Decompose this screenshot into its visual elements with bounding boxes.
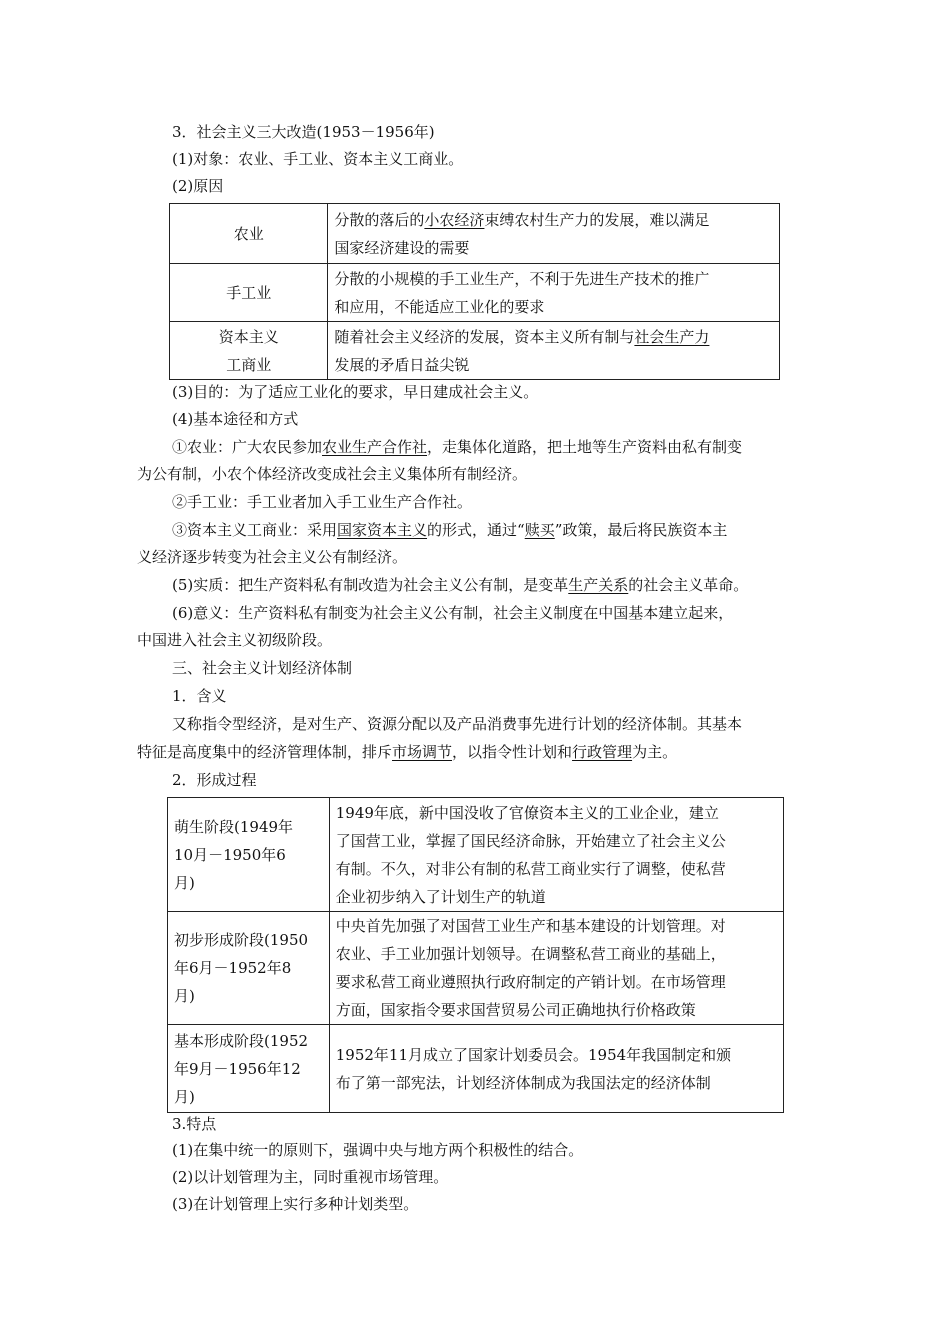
- reasons-table: [169, 203, 780, 380]
- table-row: [170, 204, 780, 264]
- formation-process-table: [167, 797, 784, 1113]
- feature-2: (2)以计划管理为主，同时重视市场管理。: [172, 1168, 449, 1186]
- term-administrative-management: 行政管理: [572, 743, 633, 761]
- term-market-regulation: 市场调节: [392, 743, 453, 761]
- features-heading: 3.特点: [172, 1115, 217, 1133]
- term-state-capitalism: 国家资本主义: [337, 521, 428, 539]
- term-small-peasant-economy: 小农经济: [424, 210, 485, 229]
- purpose: (3)目的：为了适应工业化的要求，早日建成社会主义。: [172, 383, 539, 401]
- reason-label-agriculture: 农业: [170, 204, 328, 264]
- feature-1: (1)在集中统一的原则下，强调中央与地方两个积极性的结合。: [172, 1141, 584, 1159]
- way-handicraft: ②手工业：手工业者加入手工业生产合作社。: [172, 493, 473, 511]
- table-row: [168, 798, 784, 912]
- way-agriculture-line2: 为公有制，小农个体经济改变成社会主义集体所有制经济。: [137, 465, 528, 483]
- stage-label-emergence: 萌生阶段(1949年 10月－1950年6 月): [168, 798, 330, 912]
- term-agricultural-cooperative: 农业生产合作社: [322, 438, 428, 456]
- transformation-target: (1)对象：农业、手工业、资本主义工商业。: [172, 150, 464, 168]
- stage-text-initial-formation: 中央首先加强了对国营工业生产和基本建设的计划管理。对 农业、手工业加强计划领导。在调整私营工商业的基础上， 要求私营工商业遵照执行政府制定的产销计划。在市场管理 方面，国家指令要求国营贸易公司正确地执行价格政策: [329, 912, 783, 1025]
- term-redemption: 赎买: [524, 521, 555, 539]
- meaning-line2: 特征是高度集中的经济管理体制，排斥市场调节，以指令性计划和行政管理为主。: [137, 743, 678, 761]
- term-social-productivity: 社会生产力: [634, 327, 710, 346]
- part-three-title: 三、社会主义计划经济体制: [172, 659, 353, 677]
- way-capitalist-line1: ③资本主义工商业：采用国家资本主义的形式，通过“赎买”政策，最后将民族资本主: [172, 521, 728, 539]
- reason-text-handicraft: 分散的小规模的手工业生产，不利于先进生产技术的推广 和应用，不能适应工业化的要求: [328, 264, 780, 322]
- table-row: [170, 264, 780, 322]
- significance-line2: 中国进入社会主义初级阶段。: [137, 631, 333, 649]
- table-row: [170, 322, 780, 380]
- stage-label-initial-formation: 初步形成阶段(1950 年6月－1952年8 月): [168, 912, 330, 1025]
- feature-3: (3)在计划管理上实行多种计划类型。: [172, 1195, 419, 1213]
- essence: (5)实质：把生产资料私有制改造为社会主义公有制，是变革生产关系的社会主义革命。: [172, 576, 749, 594]
- section-title-socialist-transformation: 3．社会主义三大改造(1953－1956年): [172, 123, 435, 141]
- way-agriculture-line1: ①农业：广大农民参加农业生产合作社，走集体化道路，把土地等生产资料由私有制变: [172, 438, 743, 456]
- table-row: [168, 912, 784, 1025]
- stage-label-basic-formation: 基本形成阶段(1952 年9月－1956年12 月): [168, 1025, 330, 1113]
- stage-text-basic-formation: 1952年11月成立了国家计划委员会。1954年我国制定和颁 布了第一部宪法，计划经济体制成为我国法定的经济体制: [329, 1025, 783, 1113]
- meaning-heading: 1．含义: [172, 687, 227, 705]
- reason-heading: (2)原因: [172, 177, 224, 195]
- way-capitalist-line2: 义经济逐步转变为社会主义公有制经济。: [137, 548, 408, 566]
- reason-text-agriculture: 分散的落后的小农经济束缚农村生产力的发展，难以满足 国家经济建设的需要: [328, 204, 780, 264]
- ways-heading: (4)基本途径和方式: [172, 410, 299, 428]
- process-heading: 2．形成过程: [172, 771, 257, 789]
- table-row: [168, 1025, 784, 1113]
- significance-line1: (6)意义：生产资料私有制变为社会主义公有制，社会主义制度在中国基本建立起来，: [172, 604, 734, 622]
- reason-label-capitalist-commerce: 资本主义 工商业: [170, 322, 328, 380]
- meaning-line1: 又称指令型经济，是对生产、资源分配以及产品消费事先进行计划的经济体制。其基本: [172, 715, 743, 733]
- term-relations-of-production: 生产关系: [568, 576, 629, 594]
- reason-text-capitalist-commerce: 随着社会主义经济的发展，资本主义所有制与社会生产力 发展的矛盾日益尖锐: [328, 322, 780, 380]
- stage-text-emergence: 1949年底，新中国没收了官僚资本主义的工业企业，建立 了国营工业，掌握了国民经济命脉，开始建立了社会主义公 有制。不久，对非公有制的私营工商业实行了调整，使私营 企业初步纳入了计划生产的轨道: [329, 798, 783, 912]
- reason-label-handicraft: 手工业: [170, 264, 328, 322]
